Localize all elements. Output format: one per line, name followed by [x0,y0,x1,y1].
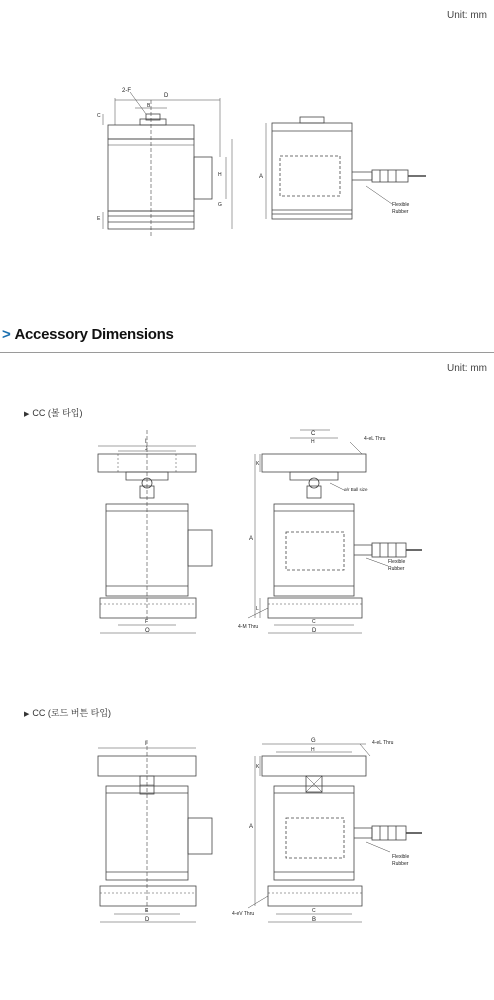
label-cc2-G: G [311,738,316,744]
diagram-cc-ball-front-view [98,430,212,633]
label-d1-2f: 2-F [122,88,131,94]
label-cc2-K: K [256,764,260,770]
label-cc1-4el-thru: 4-eL Thru [364,436,386,442]
diagram-top-front-view [103,92,232,236]
label-cc1-rubber: Rubber [388,566,405,572]
label-d1-rubber: Rubber [392,209,409,215]
label-d1-C: C [97,113,101,119]
label-d1-G: G [218,202,222,208]
triangle-bullet-icon: ▶ [24,411,30,418]
diagram-cc-button-front-view [98,740,212,922]
label-d1-H: H [218,172,222,178]
label-cc1-C: C [311,431,316,437]
diagram-cc-ball-side-view [248,430,422,633]
label-cc2-E: E [145,908,149,914]
label-cc2-flexible: Flexible [392,854,410,860]
section-arrow-icon: > [2,326,11,343]
label-cc1-C2: C [312,619,316,625]
label-d1-E: E [97,216,101,222]
label-cc1-I: I [145,439,147,445]
label-cc1-flexible: Flexible [388,559,406,565]
label-cc1-4m-thru: 4-M Thru [238,624,259,630]
label-cc2-C: C [312,908,316,914]
label-cc2-4ev-thru: 4-eV Thru [232,911,255,917]
subtitle-ball-type: ▶ CC (볼 타입) [24,408,83,418]
label-cc1-D: D [312,628,317,634]
label-cc1-H: H [311,439,315,445]
subtitle-load-button-type: ▶ CC (로드 버튼 타입) [24,708,112,718]
unit-label-top: Unit: mm [447,10,487,21]
label-cc2-H: H [311,747,315,753]
label-d1-A: A [259,174,264,180]
label-cc2-rubber: Rubber [392,861,409,867]
label-cc2-I: I [145,741,147,747]
label-d1-B: B [147,103,151,109]
label-cc1-K: K [256,461,260,467]
section-title-text: Accessory Dimensions [14,326,174,343]
unit-label-mid: Unit: mm [447,363,487,374]
label-cc1-L: L [256,606,259,612]
label-cc2-B: B [312,917,317,923]
triangle-bullet-icon: ▶ [24,711,30,718]
label-cc2-D: D [145,917,150,923]
label-cc2-4el-thru: 4-eL Thru [372,740,394,746]
label-d1-D: D [164,93,169,99]
diagram-cc-button-side-view [248,744,422,922]
label-cc1-A: A [249,536,254,542]
label-cc1-J: J [145,446,148,452]
label-cc2-A: A [249,824,254,830]
label-cc1-F: F [145,619,149,625]
label-d1-flexible: Flexible [392,202,410,208]
label-cc1-O: O [145,628,150,634]
label-cc1-ball-size: ø/r Ball size [344,487,368,492]
